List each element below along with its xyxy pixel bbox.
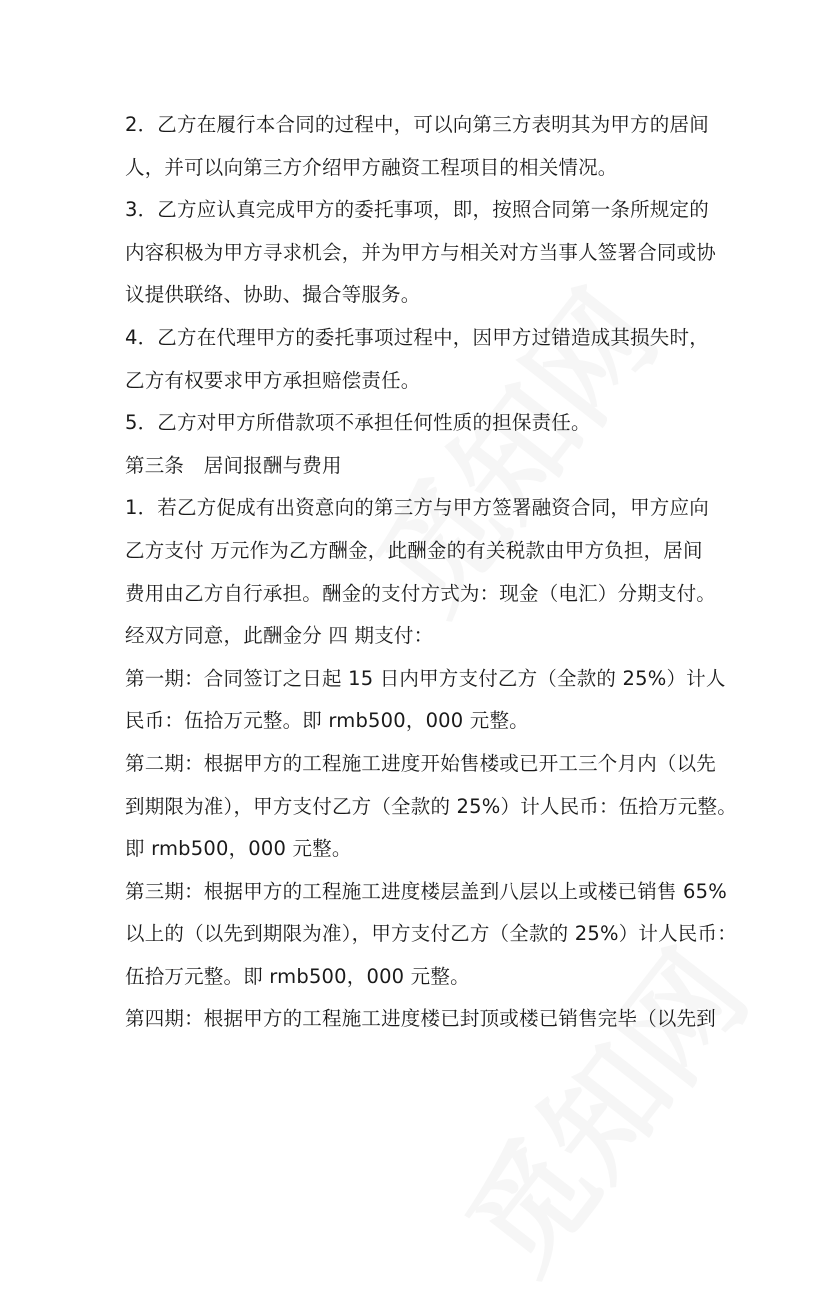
paragraph-line: 以上的（以先到期限为准），甲方支付乙方（全款的 25%）计人民币： [125, 922, 737, 946]
paragraph-line: 5．乙方对甲方所借款项不承担任何性质的担保责任。 [125, 411, 591, 435]
paragraph-line: 乙方有权要求甲方承担赔偿责任。 [125, 368, 421, 392]
paragraph-line: 1．若乙方促成有出资意向的第三方与甲方签署融资合同，甲方应向 [125, 496, 709, 520]
paragraph-line: 人，并可以向第三方介绍甲方融资工程项目的相关情况。 [125, 155, 618, 179]
paragraph-line: 第二期：根据甲方的工程施工进度开始售楼或已开工三个月内（以先 [125, 751, 717, 775]
paragraph-line: 3．乙方应认真完成甲方的委托事项，即，按照合同第一条所规定的 [125, 198, 709, 222]
paragraph-line: 伍拾万元整。即 rmb500，000 元整。 [125, 964, 470, 988]
paragraph-line: 即 rmb500，000 元整。 [125, 837, 352, 861]
paragraph-line: 乙方支付 万元作为乙方酬金，此酬金的有关税款由甲方负担，居间 [125, 538, 703, 562]
paragraph-line: 第四期：根据甲方的工程施工进度楼已封顶或楼已销售完毕（以先到 [125, 1007, 717, 1031]
section-heading: 第三条 居间报酬与费用 [125, 453, 342, 477]
paragraph-line: 议提供联络、协助、撮合等服务。 [125, 283, 421, 307]
paragraph-line: 民币：伍拾万元整。即 rmb500，000 元整。 [125, 709, 529, 733]
paragraph-line: 费用由乙方自行承担。酬金的支付方式为：现金（电汇）分期支付。 [125, 581, 717, 605]
paragraph-line: 第三期：根据甲方的工程施工进度楼层盖到八层以上或楼已销售 65% [125, 879, 727, 903]
paragraph-line: 第一期：合同签订之日起 15 日内甲方支付乙方（全款的 25%）计人 [125, 666, 726, 690]
paragraph-line: 内容积极为甲方寻求机会，并为甲方与相关对方当事人签署合同或协 [125, 240, 717, 264]
paragraph-line: 4．乙方在代理甲方的委托事项过程中，因甲方过错造成其损失时， [125, 325, 709, 349]
paragraph-line: 2．乙方在履行本合同的过程中，可以向第三方表明其为甲方的居间 [125, 113, 709, 136]
paragraph-line: 经双方同意，此酬金分 四 期支付： [125, 624, 434, 648]
paragraph-line: 到期限为准），甲方支付乙方（全款的 25%）计人民币：伍拾万元整。 [125, 794, 737, 818]
document-body [125, 104, 737, 1041]
